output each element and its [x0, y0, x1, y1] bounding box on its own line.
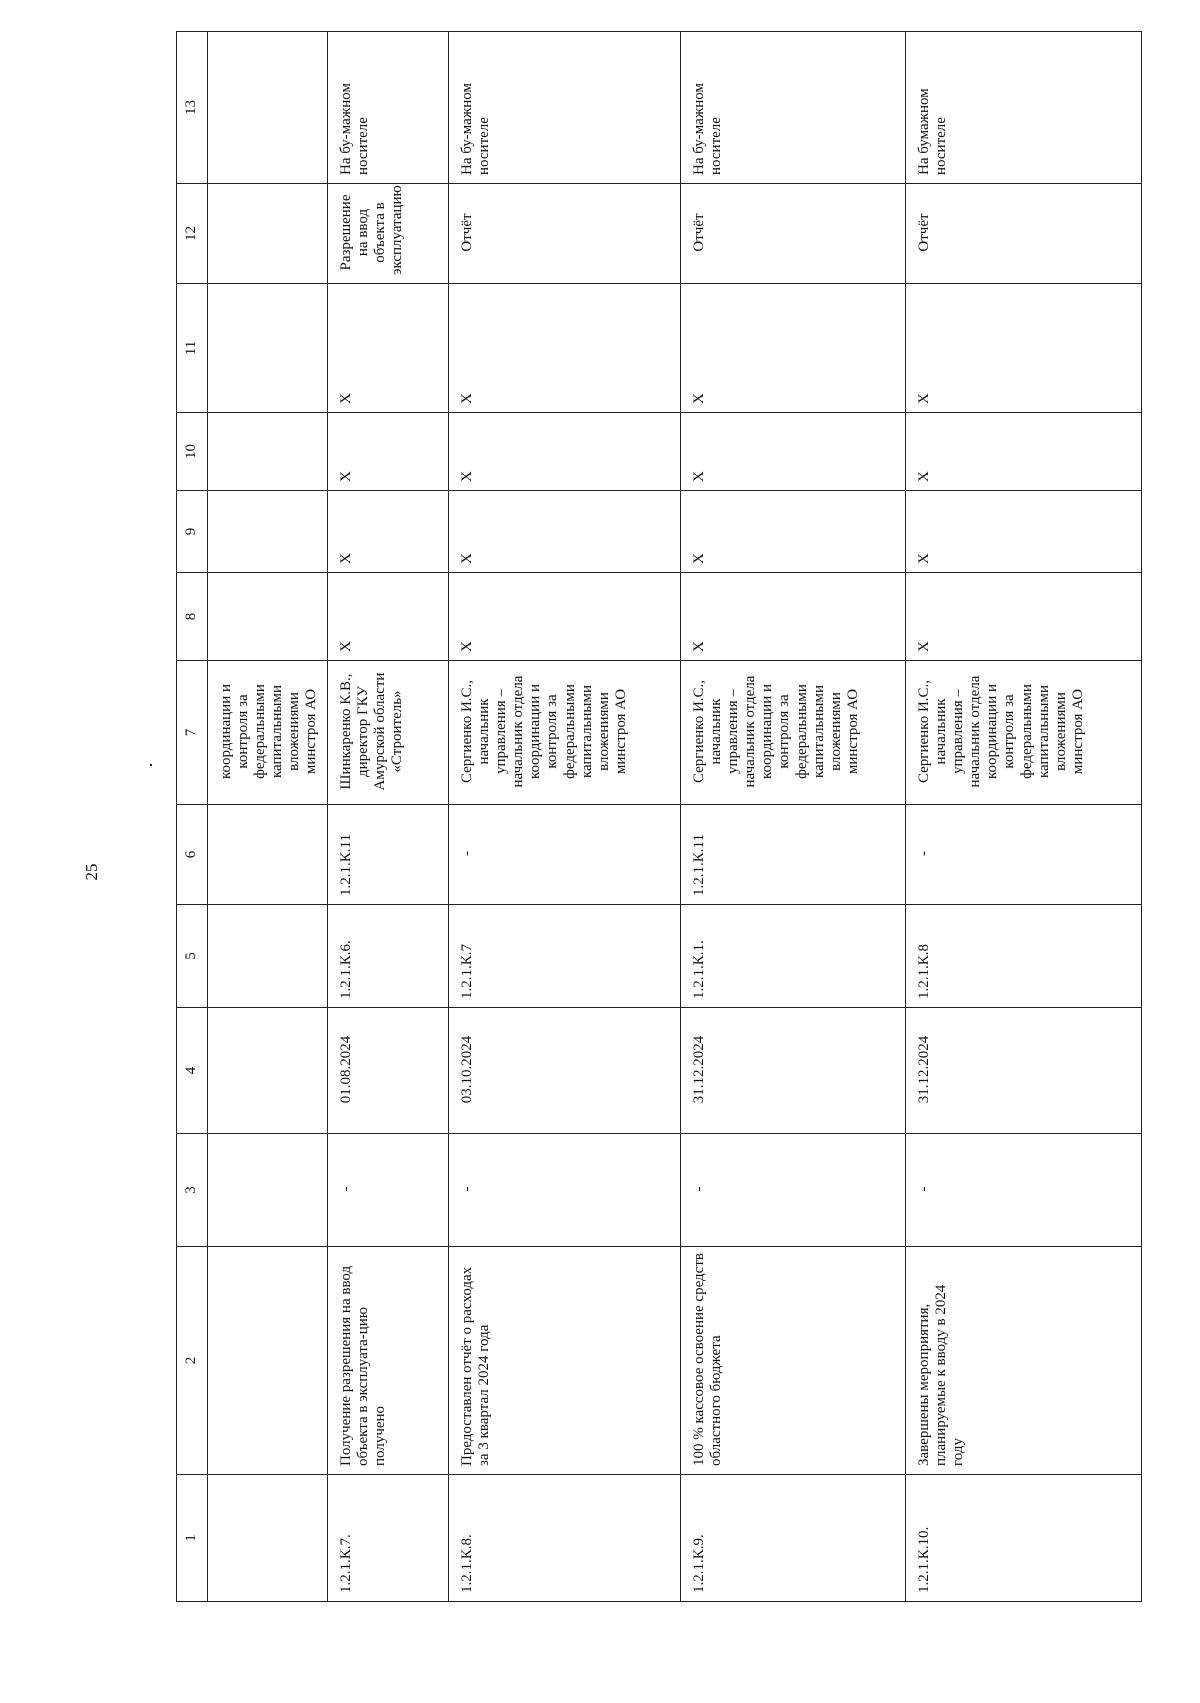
header-cell: 3 — [177, 1134, 208, 1247]
table-cell — [208, 1134, 328, 1247]
header-cell: 10 — [177, 413, 208, 491]
table-cell: X — [449, 491, 681, 573]
table-cell — [208, 1247, 328, 1475]
header-cell: 4 — [177, 1008, 208, 1134]
code-cell: 1.2.1.К.9. — [681, 1475, 906, 1602]
table-cell: X — [906, 491, 1142, 573]
table-row — [449, 32, 681, 1602]
table-cell: 1.2.1.К.7 — [449, 905, 681, 1008]
table-cell: X — [681, 284, 906, 413]
table-cell: X — [681, 491, 906, 573]
header-cell: 11 — [177, 284, 208, 413]
table-cell: X — [681, 413, 906, 491]
table-cell: X — [906, 413, 1142, 491]
table-cell: - — [449, 805, 681, 905]
table-cell — [208, 284, 328, 413]
table-cell — [208, 805, 328, 905]
header-cell: 1 — [177, 1475, 208, 1602]
table-cell: 1.2.1.К.11 — [328, 805, 449, 905]
table-cell: X — [681, 573, 906, 661]
table-cell: 1.2.1.К.6. — [328, 905, 449, 1008]
header-cell: 9 — [177, 491, 208, 573]
table-row — [906, 32, 1142, 1602]
table-cell — [208, 1008, 328, 1134]
header-cell: 12 — [177, 184, 208, 284]
header-row — [177, 32, 208, 1602]
medium-cell: На бумажном носителе — [906, 32, 1142, 184]
responsible-cell: Шинкаренко К.В., директор ГКУ Амурской области «Строитель» — [328, 661, 449, 805]
table-cell: X — [906, 284, 1142, 413]
medium-cell: На бу-мажном носителе — [681, 32, 906, 184]
table-cell — [208, 491, 328, 573]
code-cell: 1.2.1.К.8. — [449, 1475, 681, 1602]
description-cell: Получение разрешения на ввод объекта в эксплуата-цию получено — [328, 1247, 449, 1475]
rotated-table-wrapper — [176, 83, 1142, 1602]
scan-speck — [150, 764, 152, 766]
table-cell: - — [681, 1134, 906, 1247]
table-cell: 1.2.1.К.8 — [906, 905, 1142, 1008]
description-cell: 100 % кассовое освоение средств областного бюджета — [681, 1247, 906, 1475]
table-cell — [208, 573, 328, 661]
header-cell: 7 — [177, 661, 208, 805]
date-cell: 03.10.2024 — [449, 1008, 681, 1134]
page-number: 25 — [82, 863, 101, 881]
table-cell — [208, 184, 328, 284]
header-cell: 5 — [177, 905, 208, 1008]
table-cell: 1.2.1.К.1. — [681, 905, 906, 1008]
table-cell: X — [449, 284, 681, 413]
code-cell: 1.2.1.К.7. — [328, 1475, 449, 1602]
table-cell: - — [328, 1134, 449, 1247]
document-type-cell: Отчёт — [906, 184, 1142, 284]
date-cell: 31.12.2024 — [681, 1008, 906, 1134]
table-cell: X — [906, 573, 1142, 661]
medium-cell: На бу-мажном носителе — [449, 32, 681, 184]
rotated-table-container — [176, 83, 1142, 1602]
continuation-row — [208, 32, 328, 1602]
description-cell: Завершены мероприятия, планируемые к вводу в 2024 году — [906, 1247, 1142, 1475]
table-cell: - — [906, 1134, 1142, 1247]
date-cell: 31.12.2024 — [906, 1008, 1142, 1134]
table-cell — [208, 413, 328, 491]
table-cell: X — [328, 573, 449, 661]
table-cell: X — [449, 413, 681, 491]
table-cell: - — [906, 805, 1142, 905]
table-cell: X — [449, 573, 681, 661]
date-cell: 01.08.2024 — [328, 1008, 449, 1134]
header-cell: 2 — [177, 1247, 208, 1475]
responsible-cell: координации и контроля за федеральными капитальными вложениями минстроя АО — [208, 661, 328, 805]
table-cell: X — [328, 284, 449, 413]
header-cell: 6 — [177, 805, 208, 905]
document-type-cell: Разрешение на ввод объекта в эксплуатацию — [328, 184, 449, 284]
responsible-cell: Сергиенко И.С., начальник управления – начальник отдела координации и контроля за федеральными капитальными вложениями минстроя АО — [681, 661, 906, 805]
table-cell — [208, 1475, 328, 1602]
control-points-table — [176, 31, 1142, 1602]
table-cell: 1.2.1.К.11 — [681, 805, 906, 905]
code-cell: 1.2.1.К.10. — [906, 1475, 1142, 1602]
table-cell: X — [328, 413, 449, 491]
description-cell: Предоставлен отчёт о расходах за 3 квартал 2024 года — [449, 1247, 681, 1475]
header-cell: 8 — [177, 573, 208, 661]
table-row — [328, 32, 449, 1602]
header-cell: 13 — [177, 32, 208, 184]
table-cell: X — [328, 491, 449, 573]
responsible-cell: Сергиенко И.С., начальник управления – начальник отдела координации и контроля за федеральными капитальными вложениями минстроя АО — [906, 661, 1142, 805]
document-type-cell: Отчёт — [681, 184, 906, 284]
responsible-cell: Сергиенко И.С., начальник управления – начальник отдела координации и контроля за федеральными капитальными вложениями минстроя АО — [449, 661, 681, 805]
table-row — [681, 32, 906, 1602]
table-cell: - — [449, 1134, 681, 1247]
table-cell — [208, 32, 328, 184]
medium-cell: На бу-мажном носителе — [328, 32, 449, 184]
document-type-cell: Отчёт — [449, 184, 681, 284]
table-cell — [208, 905, 328, 1008]
